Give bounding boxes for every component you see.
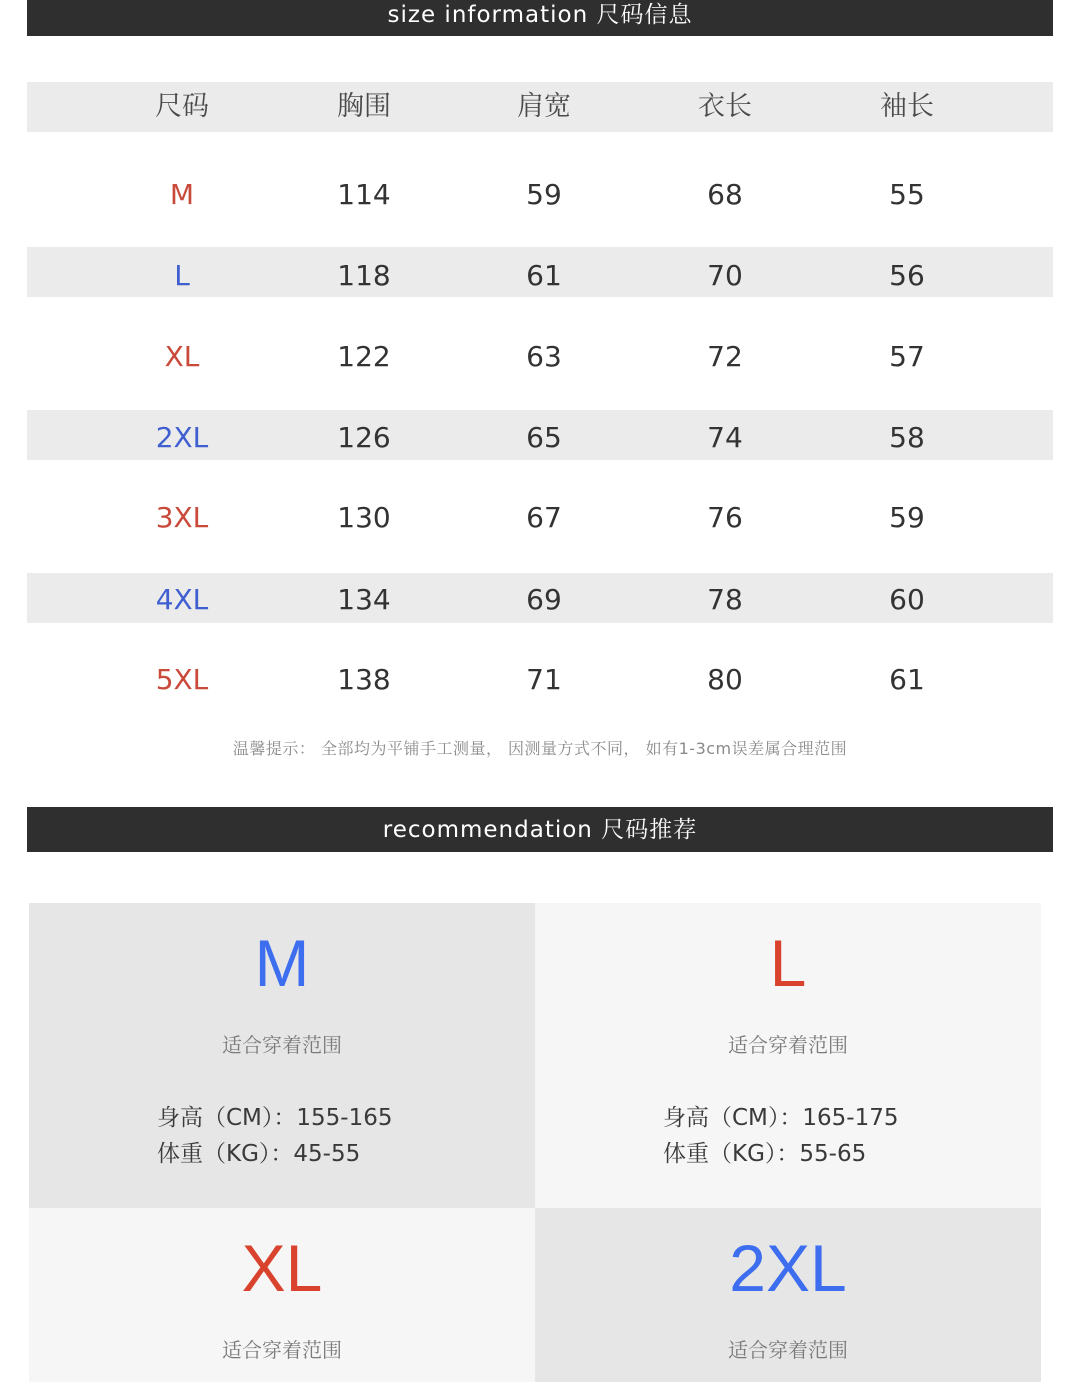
header-chest: 胸围 <box>337 91 391 122</box>
size-cell: XL <box>164 340 200 373</box>
length-cell: 74 <box>707 421 743 454</box>
size-cell: M <box>169 178 195 211</box>
chest-cell: 138 <box>337 663 391 696</box>
card-size-label: XL <box>241 1231 323 1305</box>
sleeve-cell: 57 <box>889 340 925 373</box>
measurement-note: 温馨提示： 全部均为平铺手工测量， 因测量方式不同， 如有1-3cm误差属合理范围 <box>232 739 848 758</box>
recommendation-title: recommendation 尺码推荐 <box>382 817 698 843</box>
length-cell: 76 <box>707 501 743 534</box>
length-cell: 72 <box>707 340 743 373</box>
size-cell: 4XL <box>155 583 209 616</box>
chest-cell: 114 <box>337 178 391 211</box>
table-row <box>27 493 1053 543</box>
sleeve-cell: 60 <box>889 583 925 616</box>
size-cell: L <box>174 259 190 292</box>
card-range-label: 适合穿着范围 <box>222 1033 342 1057</box>
sleeve-cell: 55 <box>889 178 925 211</box>
recommendation-card-xl <box>29 1208 535 1382</box>
shoulder-cell: 69 <box>526 583 562 616</box>
size-cell: 2XL <box>155 421 209 454</box>
size-cell: 5XL <box>155 663 209 696</box>
chest-cell: 126 <box>337 421 391 454</box>
shoulder-cell: 65 <box>526 421 562 454</box>
card-size-label: 2XL <box>729 1231 847 1305</box>
length-cell: 78 <box>707 583 743 616</box>
length-cell: 68 <box>707 178 743 211</box>
size-cell: 3XL <box>155 501 209 534</box>
card-weight-range: 体重（KG）：45-55 <box>157 1141 361 1167</box>
table-row <box>27 573 1053 623</box>
header-shoulder: 肩宽 <box>517 91 571 122</box>
sleeve-cell: 61 <box>889 663 925 696</box>
card-range-label: 适合穿着范围 <box>728 1338 848 1362</box>
card-range-label: 适合穿着范围 <box>222 1338 342 1362</box>
card-size-label: L <box>769 926 807 1000</box>
size-information-header <box>27 0 1053 36</box>
table-row <box>27 247 1053 297</box>
table-row <box>27 170 1053 220</box>
card-height-range: 身高（CM）：165-175 <box>663 1105 899 1131</box>
card-height-range: 身高（CM）：155-165 <box>157 1105 393 1131</box>
length-cell: 80 <box>707 663 743 696</box>
length-cell: 70 <box>707 259 743 292</box>
shoulder-cell: 71 <box>526 663 562 696</box>
size-information-title: size information 尺码信息 <box>387 2 693 28</box>
chest-cell: 118 <box>337 259 391 292</box>
header-length: 衣长 <box>698 91 752 122</box>
header-size: 尺码 <box>155 91 209 122</box>
sleeve-cell: 58 <box>889 421 925 454</box>
table-row <box>27 655 1053 705</box>
recommendation-card-2xl <box>535 1208 1041 1382</box>
chest-cell: 134 <box>337 583 391 616</box>
table-row <box>27 410 1053 460</box>
header-sleeve: 袖长 <box>880 91 934 122</box>
shoulder-cell: 67 <box>526 501 562 534</box>
sleeve-cell: 56 <box>889 259 925 292</box>
recommendation-header <box>27 807 1053 852</box>
table-row <box>27 332 1053 382</box>
recommendation-card-m <box>29 903 535 1208</box>
shoulder-cell: 59 <box>526 178 562 211</box>
card-size-label: M <box>254 926 310 1000</box>
table-header-row <box>27 82 1053 132</box>
chest-cell: 130 <box>337 501 391 534</box>
shoulder-cell: 61 <box>526 259 562 292</box>
chest-cell: 122 <box>337 340 391 373</box>
card-range-label: 适合穿着范围 <box>728 1033 848 1057</box>
sleeve-cell: 59 <box>889 501 925 534</box>
shoulder-cell: 63 <box>526 340 562 373</box>
card-weight-range: 体重（KG）：55-65 <box>663 1141 867 1167</box>
recommendation-card-l <box>535 903 1041 1208</box>
